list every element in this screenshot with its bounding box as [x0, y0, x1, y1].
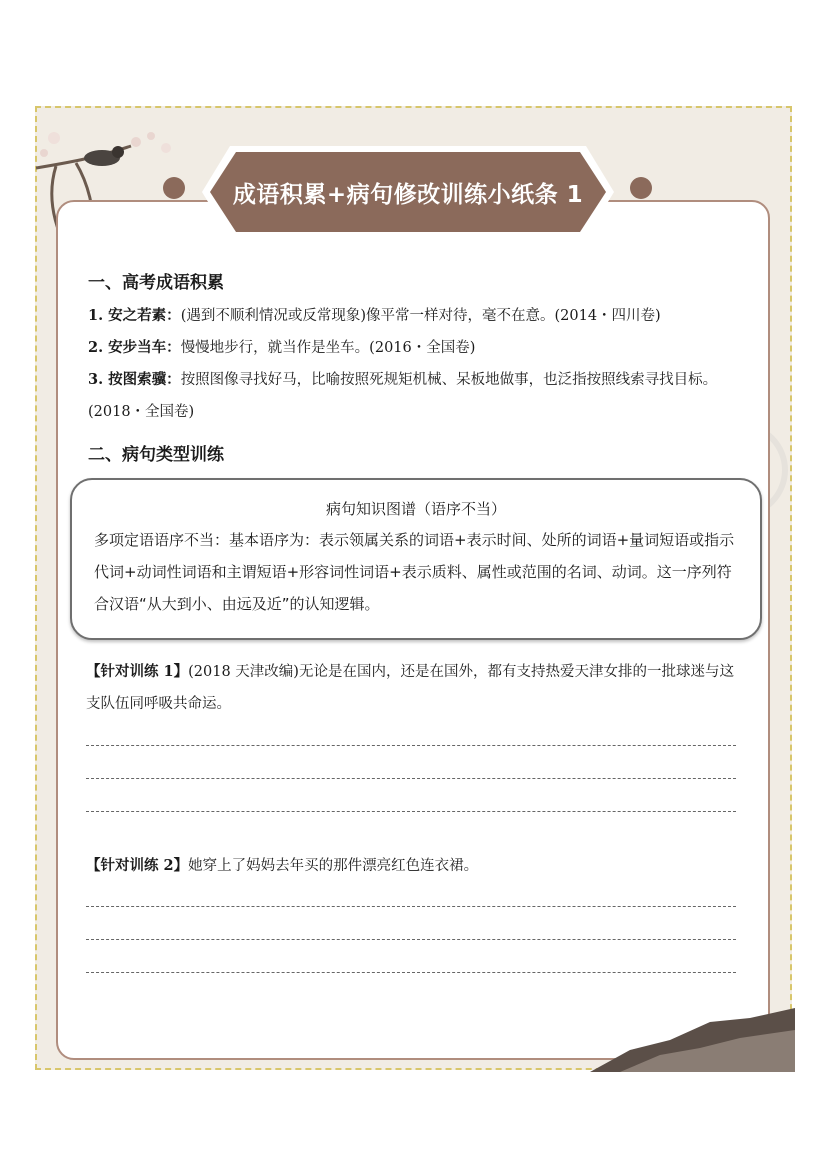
section1-heading: 一、高考成语积累: [88, 273, 224, 293]
idiom-definition: 按照图像寻找好马，比喻按照死规矩机械、呆板地做事，也泛指按照线索寻找目标。(2018・全国卷): [88, 372, 718, 420]
idiom-definition: (遇到不顺利情况或反常现象)像平常一样对待，毫不在意。(2014・四川卷): [180, 308, 661, 324]
mountain-decoration: [590, 1000, 795, 1072]
idiom-item: [88, 332, 738, 364]
answer-line[interactable]: [86, 745, 736, 746]
answer-line[interactable]: [86, 972, 736, 973]
idiom-definition: 慢慢地步行，就当作是坐车。(2016・全国卷): [180, 340, 476, 356]
title-right-knob: [630, 177, 652, 199]
idiom-term: 3. 按图索骥：: [88, 371, 181, 388]
exercise-item: [86, 656, 736, 720]
answer-line[interactable]: [86, 939, 736, 940]
page-title: 成语积累+病句修改训练小纸条 1: [232, 181, 584, 208]
exercise-label: 【针对训练 1】: [86, 663, 189, 680]
exercise-text: 她穿上了妈妈去年买的那件漂亮红色连衣裙。: [188, 858, 479, 874]
answer-line[interactable]: [86, 778, 736, 779]
idiom-term: 1. 安之若素：: [88, 307, 181, 324]
knowledge-box-title: 病句知识图谱（语序不当）: [325, 500, 506, 518]
idiom-item: [88, 364, 738, 428]
section2-heading: 二、病句类型训练: [88, 445, 224, 465]
exercise-item: [86, 850, 736, 882]
answer-line[interactable]: [86, 811, 736, 812]
exercise-label: 【针对训练 2】: [86, 857, 189, 874]
idiom-item: [88, 300, 738, 332]
exercise-text: (2018 天津改编)无论是在国内，还是在国外，都有支持热爱天津女排的一批球迷与这支队伍同呼吸共命运。: [86, 664, 734, 712]
answer-line[interactable]: [86, 906, 736, 907]
title-left-knob: [163, 177, 185, 199]
knowledge-box-body: 多项定语语序不当：基本语序为：表示领属关系的词语+表示时间、处所的词语+量词短语或指示代词+动词性词语和主谓短语+形容词性词语+表示质料、属性或范围的名词、动词。这一序列符合汉语“从大到小、由远及近”的认知逻辑。: [94, 531, 735, 613]
knowledge-box: [70, 478, 762, 640]
idiom-term: 2. 安步当车：: [88, 339, 181, 356]
